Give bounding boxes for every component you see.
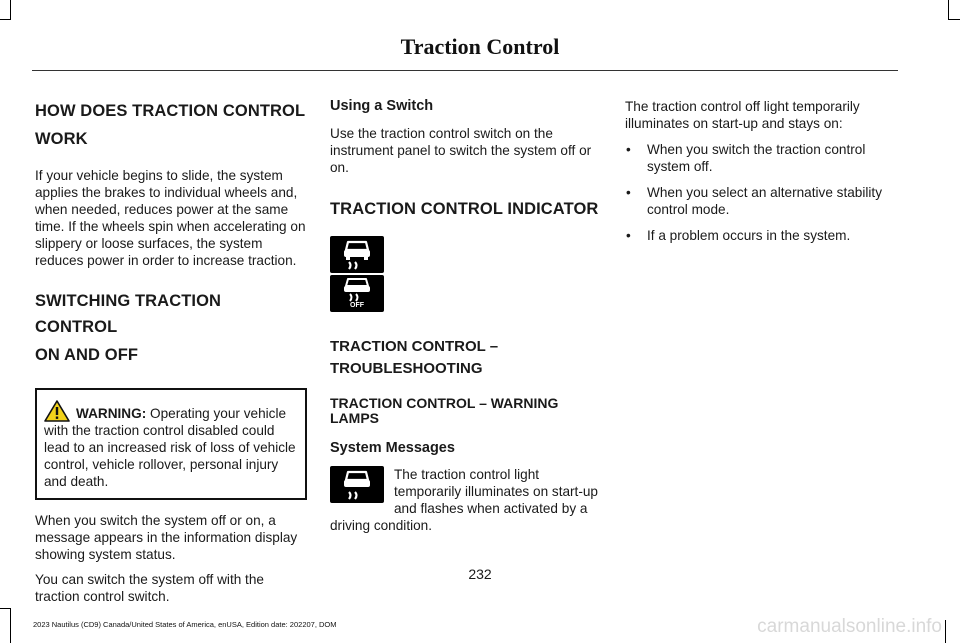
page-header-title: Traction Control xyxy=(400,34,560,59)
paragraph-light: The traction control light temporarily illuminates on start-up and flashes when activated by a driving condition. xyxy=(330,467,598,533)
crop-mark xyxy=(948,19,960,20)
heading-using-switch: Using a Switch xyxy=(330,98,434,114)
column-1 xyxy=(35,98,307,605)
heading-indicator: TRACTION CONTROL INDICATOR xyxy=(330,200,599,218)
header-rule xyxy=(32,70,898,71)
traction-control-light-block xyxy=(330,466,602,534)
traction-control-light-icon xyxy=(330,466,384,503)
heading-how-line1: HOW DOES TRACTION CONTROL xyxy=(35,102,306,120)
paragraph-switch-off: You can switch the system off with the traction control switch. xyxy=(35,572,264,604)
crop-mark xyxy=(0,608,11,609)
heading-how-line2: WORK xyxy=(35,130,88,148)
list-item: • When you select an alternative stability control mode. xyxy=(625,184,897,218)
paragraph-message: When you switch the system off or on, a message appears in the information display showing system status. xyxy=(35,513,298,562)
warning-triangle-icon xyxy=(44,400,70,422)
paragraph-using-switch: Use the traction control switch on the instrument panel to switch the system off or on. xyxy=(330,126,592,175)
crop-mark xyxy=(10,608,11,643)
traction-control-off-icon xyxy=(330,275,384,312)
heading-troubleshooting-line1: TRACTION CONTROL – xyxy=(330,338,499,355)
warning-label: WARNING: xyxy=(76,406,147,421)
list-item: • If a problem occurs in the system. xyxy=(625,227,897,244)
column-2 xyxy=(330,98,602,534)
heading-system-messages: System Messages xyxy=(330,440,455,456)
heading-warning-lamps: TRACTION CONTROL – WARNING LAMPS xyxy=(330,395,559,426)
off-label: OFF xyxy=(350,302,364,309)
page-number: 232 xyxy=(468,566,492,582)
warning-text: Operating your vehicle with the traction control disabled could lead to an increased risk of loss of vehicle control, vehicle rollover, personal injury and death. xyxy=(44,406,296,489)
heading-troubleshooting-line2: TROUBLESHOOTING xyxy=(330,360,483,377)
paragraph-how: If your vehicle begins to slide, the system applies the brakes to individual wheels and, when needed, reduces power at the same time. If the wheels spin when accelerating on slippery or loose surfaces, the system reduces power in order to increase traction. xyxy=(35,168,306,268)
list-item: • When you switch the traction control system off. xyxy=(625,141,897,175)
bullet-list xyxy=(625,141,897,244)
crop-mark xyxy=(10,0,11,20)
crop-mark xyxy=(948,0,949,20)
paragraph-off-light: The traction control off light temporarily illuminates on start-up and stays on: xyxy=(625,99,860,131)
footer-edition: 2023 Nautilus (CD9) Canada/United States of America, enUSA, Edition date: 202207, DOM xyxy=(33,620,337,629)
traction-control-indicator-icon xyxy=(330,236,384,273)
column-3 xyxy=(625,98,897,253)
crop-mark xyxy=(945,620,946,643)
heading-switching-line2: ON AND OFF xyxy=(35,346,139,364)
heading-switching-line1: SWITCHING TRACTION CONTROL xyxy=(35,292,222,336)
warning-box xyxy=(35,388,307,500)
watermark: carmanualsonline.info xyxy=(757,616,942,637)
crop-mark xyxy=(0,19,11,20)
